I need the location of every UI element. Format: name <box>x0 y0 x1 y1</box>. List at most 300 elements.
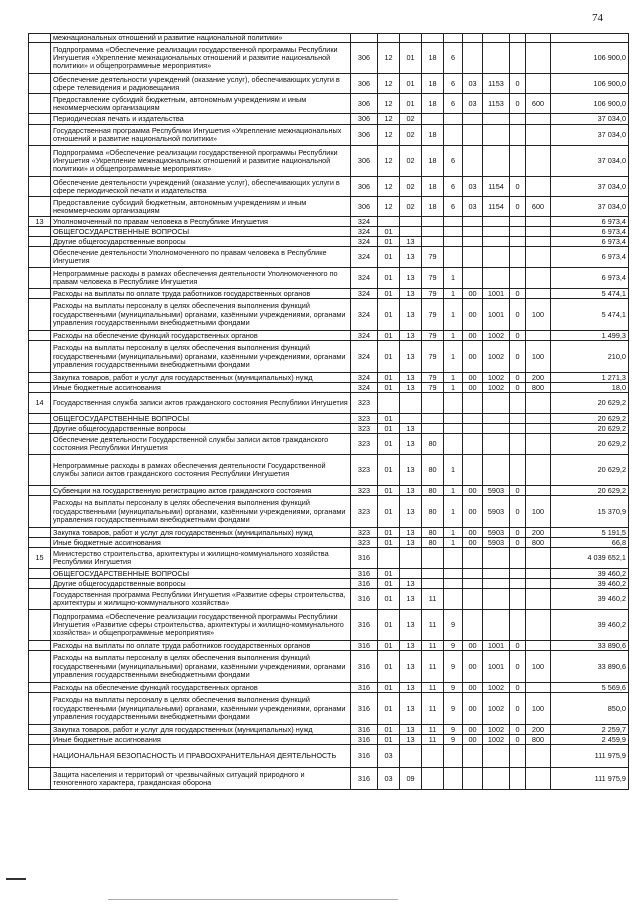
subsection-code-cell: 13 <box>400 455 422 486</box>
item-name-cell: Иные бюджетные ассигнования <box>51 538 351 548</box>
program-code-cell <box>422 227 444 237</box>
direction-code-cell <box>483 34 510 43</box>
item-name-cell: Закупка товаров, работ и услуг для государственных (муниципальных) нужд <box>51 373 351 383</box>
section-code-cell: 01 <box>378 579 400 589</box>
expense-type-code-cell: 100 <box>526 651 551 683</box>
direction-code-cell <box>483 247 510 268</box>
direction-suffix-cell <box>510 610 526 641</box>
direction-code-cell <box>483 114 510 125</box>
row-number-cell <box>29 693 51 725</box>
activity-code-cell <box>463 455 483 486</box>
item-name-cell: Расходы на выплаты персоналу в целях обеспечения выполнения функций государственными (муниципальными) органами, казёнными учреждениями, органами управления государственными внебюджетными фондами <box>51 651 351 683</box>
subsection-code-cell: 13 <box>400 528 422 538</box>
table-row <box>29 383 629 393</box>
amount-cell: 2 459,9 <box>551 735 629 745</box>
direction-code-cell: 1002 <box>483 373 510 383</box>
amount-cell: 106 900,0 <box>551 94 629 114</box>
subsection-code-cell: 13 <box>400 289 422 299</box>
item-name-cell: Закупка товаров, работ и услуг для государственных (муниципальных) нужд <box>51 528 351 538</box>
section-code-cell: 12 <box>378 74 400 94</box>
table-row <box>29 496 629 528</box>
direction-code-cell <box>483 569 510 579</box>
activity-code-cell: 00 <box>463 538 483 548</box>
expense-type-code-cell <box>526 247 551 268</box>
direction-suffix-cell: 0 <box>510 383 526 393</box>
item-name-cell: межнациональных отношений и развитие национальной политики» <box>51 34 351 43</box>
table-row <box>29 237 629 247</box>
expense-type-code-cell: 200 <box>526 725 551 735</box>
direction-suffix-cell <box>510 146 526 177</box>
direction-code-cell <box>483 434 510 455</box>
activity-code-cell: 03 <box>463 197 483 217</box>
program-code-cell: 79 <box>422 373 444 383</box>
program-code-cell: 18 <box>422 146 444 177</box>
grbs-code-cell: 324 <box>351 373 378 383</box>
program-code-cell: 80 <box>422 486 444 496</box>
row-number-cell <box>29 486 51 496</box>
direction-suffix-cell <box>510 247 526 268</box>
expense-type-code-cell <box>526 768 551 790</box>
activity-code-cell <box>463 589 483 610</box>
subsection-code-cell: 13 <box>400 247 422 268</box>
grbs-code-cell: 324 <box>351 268 378 289</box>
direction-code-cell <box>483 393 510 414</box>
amount-cell: 5 191,5 <box>551 528 629 538</box>
row-number-cell <box>29 227 51 237</box>
direction-suffix-cell: 0 <box>510 528 526 538</box>
table-row <box>29 289 629 299</box>
grbs-code-cell: 316 <box>351 735 378 745</box>
subprogram-code-cell: 6 <box>444 94 463 114</box>
direction-suffix-cell: 0 <box>510 177 526 197</box>
grbs-code-cell: 306 <box>351 146 378 177</box>
direction-suffix-cell <box>510 745 526 768</box>
page-number: 74 <box>592 12 603 24</box>
direction-code-cell <box>483 414 510 424</box>
table-row <box>29 414 629 424</box>
subprogram-code-cell <box>444 589 463 610</box>
section-code-cell: 01 <box>378 227 400 237</box>
program-code-cell: 11 <box>422 641 444 651</box>
subprogram-code-cell <box>444 745 463 768</box>
section-code-cell: 01 <box>378 528 400 538</box>
direction-suffix-cell <box>510 393 526 414</box>
direction-suffix-cell: 0 <box>510 651 526 683</box>
grbs-code-cell: 316 <box>351 579 378 589</box>
direction-code-cell <box>483 745 510 768</box>
row-number-cell <box>29 299 51 331</box>
grbs-code-cell: 323 <box>351 393 378 414</box>
direction-code-cell <box>483 268 510 289</box>
activity-code-cell: 00 <box>463 651 483 683</box>
expense-type-code-cell <box>526 34 551 43</box>
amount-cell: 106 900,0 <box>551 43 629 74</box>
activity-code-cell: 00 <box>463 383 483 393</box>
amount-cell: 37 034,0 <box>551 177 629 197</box>
subprogram-code-cell <box>444 237 463 247</box>
grbs-code-cell: 323 <box>351 434 378 455</box>
program-code-cell <box>422 237 444 247</box>
grbs-code-cell: 323 <box>351 538 378 548</box>
grbs-code-cell: 323 <box>351 496 378 528</box>
subprogram-code-cell <box>444 247 463 268</box>
row-number-cell <box>29 538 51 548</box>
expense-type-code-cell <box>526 43 551 74</box>
table-row <box>29 43 629 74</box>
item-name-cell: Государственная программа Республики Ингушетия «Развитие сферы строительства, архитектуры и жилищно-коммунального хозяйства» <box>51 589 351 610</box>
program-code-cell: 18 <box>422 197 444 217</box>
section-code-cell: 03 <box>378 768 400 790</box>
direction-suffix-cell: 0 <box>510 683 526 693</box>
program-code-cell <box>422 569 444 579</box>
direction-suffix-cell <box>510 589 526 610</box>
subsection-code-cell: 09 <box>400 768 422 790</box>
subsection-code-cell: 01 <box>400 43 422 74</box>
subsection-code-cell <box>400 34 422 43</box>
direction-suffix-cell <box>510 217 526 227</box>
section-code-cell: 12 <box>378 197 400 217</box>
direction-suffix-cell <box>510 125 526 146</box>
direction-suffix-cell: 0 <box>510 693 526 725</box>
section-code-cell: 12 <box>378 114 400 125</box>
activity-code-cell <box>463 610 483 641</box>
expense-type-code-cell <box>526 414 551 424</box>
subsection-code-cell: 02 <box>400 114 422 125</box>
grbs-code-cell: 323 <box>351 424 378 434</box>
subsection-code-cell: 01 <box>400 74 422 94</box>
program-code-cell: 11 <box>422 683 444 693</box>
amount-cell: 1 271,3 <box>551 373 629 383</box>
row-number-cell <box>29 43 51 74</box>
direction-suffix-cell <box>510 268 526 289</box>
item-name-cell: Периодическая печать и издательства <box>51 114 351 125</box>
direction-code-cell <box>483 146 510 177</box>
direction-suffix-cell <box>510 579 526 589</box>
item-name-cell: НАЦИОНАЛЬНАЯ БЕЗОПАСНОСТЬ И ПРАВООХРАНИТЕЛЬНАЯ ДЕЯТЕЛЬНОСТЬ <box>51 745 351 768</box>
subsection-code-cell: 13 <box>400 373 422 383</box>
subprogram-code-cell: 6 <box>444 74 463 94</box>
row-number-cell <box>29 289 51 299</box>
direction-code-cell: 1002 <box>483 331 510 341</box>
program-code-cell <box>422 745 444 768</box>
table-row <box>29 548 629 569</box>
expense-type-code-cell <box>526 548 551 569</box>
subprogram-code-cell <box>444 414 463 424</box>
subprogram-code-cell: 9 <box>444 693 463 725</box>
row-number-cell <box>29 589 51 610</box>
section-code-cell: 01 <box>378 237 400 247</box>
row-number-cell <box>29 641 51 651</box>
expense-type-code-cell <box>526 268 551 289</box>
grbs-code-cell: 316 <box>351 693 378 725</box>
activity-code-cell <box>463 424 483 434</box>
expense-type-code-cell <box>526 125 551 146</box>
table-row <box>29 373 629 383</box>
section-code-cell: 01 <box>378 373 400 383</box>
section-code-cell: 01 <box>378 341 400 373</box>
item-name-cell: Расходы на выплаты персоналу в целях обеспечения выполнения функций государственными (муниципальными) органами, казёнными учреждениями, органами управления государственными внебюджетными фондами <box>51 299 351 331</box>
amount-cell: 33 890,6 <box>551 651 629 683</box>
expense-type-code-cell <box>526 589 551 610</box>
table-row <box>29 434 629 455</box>
activity-code-cell <box>463 569 483 579</box>
subsection-code-cell <box>400 217 422 227</box>
subsection-code-cell: 13 <box>400 434 422 455</box>
item-name-cell: Обеспечение деятельности учреждений (оказание услуг), обеспечивающих услуги в сфере телевидения и радиовещания <box>51 74 351 94</box>
grbs-code-cell: 316 <box>351 548 378 569</box>
subsection-code-cell: 13 <box>400 693 422 725</box>
subsection-code-cell: 13 <box>400 579 422 589</box>
activity-code-cell <box>463 237 483 247</box>
activity-code-cell <box>463 34 483 43</box>
subprogram-code-cell: 1 <box>444 299 463 331</box>
subsection-code-cell: 13 <box>400 486 422 496</box>
subprogram-code-cell: 1 <box>444 341 463 373</box>
section-code-cell: 12 <box>378 146 400 177</box>
direction-suffix-cell: 0 <box>510 331 526 341</box>
expense-type-code-cell: 100 <box>526 496 551 528</box>
subsection-code-cell: 13 <box>400 341 422 373</box>
activity-code-cell: 03 <box>463 94 483 114</box>
row-number-cell <box>29 74 51 94</box>
section-code-cell: 01 <box>378 693 400 725</box>
item-name-cell: Предоставление субсидий бюджетным, автономным учреждениям и иным некоммерческим организациям <box>51 94 351 114</box>
program-code-cell: 80 <box>422 496 444 528</box>
section-code-cell: 01 <box>378 569 400 579</box>
table-row <box>29 569 629 579</box>
program-code-cell <box>422 393 444 414</box>
row-number-cell: 13 <box>29 217 51 227</box>
direction-suffix-cell: 0 <box>510 341 526 373</box>
amount-cell: 15 370,9 <box>551 496 629 528</box>
amount-cell: 6 973,4 <box>551 237 629 247</box>
activity-code-cell <box>463 146 483 177</box>
grbs-code-cell <box>351 34 378 43</box>
table-row <box>29 725 629 735</box>
grbs-code-cell: 324 <box>351 217 378 227</box>
program-code-cell: 11 <box>422 651 444 683</box>
section-code-cell: 01 <box>378 735 400 745</box>
expense-type-code-cell <box>526 331 551 341</box>
row-number-cell <box>29 373 51 383</box>
subprogram-code-cell: 9 <box>444 735 463 745</box>
expense-type-code-cell <box>526 569 551 579</box>
amount-cell: 850,0 <box>551 693 629 725</box>
program-code-cell: 18 <box>422 43 444 74</box>
subprogram-code-cell: 9 <box>444 725 463 735</box>
item-name-cell: Закупка товаров, работ и услуг для государственных (муниципальных) нужд <box>51 725 351 735</box>
row-number-cell <box>29 735 51 745</box>
table-row <box>29 227 629 237</box>
direction-code-cell <box>483 125 510 146</box>
program-code-cell: 80 <box>422 528 444 538</box>
direction-code-cell <box>483 455 510 486</box>
table-row <box>29 610 629 641</box>
grbs-code-cell: 316 <box>351 610 378 641</box>
expense-type-code-cell <box>526 289 551 299</box>
section-code-cell: 01 <box>378 610 400 641</box>
activity-code-cell: 00 <box>463 486 483 496</box>
row-number-cell <box>29 455 51 486</box>
subsection-code-cell: 13 <box>400 299 422 331</box>
subprogram-code-cell <box>444 579 463 589</box>
direction-code-cell: 1154 <box>483 197 510 217</box>
section-code-cell: 03 <box>378 745 400 768</box>
direction-suffix-cell: 0 <box>510 94 526 114</box>
subprogram-code-cell <box>444 393 463 414</box>
grbs-code-cell: 306 <box>351 125 378 146</box>
program-code-cell <box>422 414 444 424</box>
section-code-cell <box>378 217 400 227</box>
expense-type-code-cell <box>526 610 551 641</box>
direction-code-cell <box>483 424 510 434</box>
table-row <box>29 34 629 43</box>
table-row <box>29 424 629 434</box>
direction-suffix-cell <box>510 455 526 486</box>
subsection-code-cell: 13 <box>400 735 422 745</box>
amount-cell: 20 629,2 <box>551 434 629 455</box>
direction-code-cell <box>483 217 510 227</box>
amount-cell: 5 569,6 <box>551 683 629 693</box>
grbs-code-cell: 323 <box>351 486 378 496</box>
item-name-cell: Другие общегосударственные вопросы <box>51 579 351 589</box>
amount-cell: 106 900,0 <box>551 74 629 94</box>
row-number-cell <box>29 496 51 528</box>
direction-suffix-cell: 0 <box>510 299 526 331</box>
grbs-code-cell: 316 <box>351 683 378 693</box>
activity-code-cell <box>463 114 483 125</box>
section-code-cell: 01 <box>378 641 400 651</box>
direction-suffix-cell <box>510 768 526 790</box>
amount-cell: 5 474,1 <box>551 289 629 299</box>
table-row <box>29 693 629 725</box>
row-number-cell <box>29 610 51 641</box>
section-code-cell: 01 <box>378 268 400 289</box>
grbs-code-cell: 306 <box>351 177 378 197</box>
amount-cell: 20 629,2 <box>551 393 629 414</box>
program-code-cell: 79 <box>422 299 444 331</box>
direction-suffix-cell <box>510 237 526 247</box>
section-code-cell: 12 <box>378 125 400 146</box>
item-name-cell: Уполномоченный по правам человека в Республике Ингушетия <box>51 217 351 227</box>
grbs-code-cell: 316 <box>351 641 378 651</box>
row-number-cell <box>29 383 51 393</box>
subsection-code-cell <box>400 548 422 569</box>
section-code-cell: 12 <box>378 177 400 197</box>
expense-type-code-cell <box>526 579 551 589</box>
table-row <box>29 538 629 548</box>
grbs-code-cell: 316 <box>351 725 378 735</box>
section-code-cell <box>378 393 400 414</box>
subprogram-code-cell: 9 <box>444 641 463 651</box>
item-name-cell: ОБЩЕГОСУДАРСТВЕННЫЕ ВОПРОСЫ <box>51 227 351 237</box>
direction-suffix-cell: 0 <box>510 725 526 735</box>
item-name-cell: Иные бюджетные ассигнования <box>51 735 351 745</box>
subprogram-code-cell: 1 <box>444 383 463 393</box>
subsection-code-cell: 02 <box>400 197 422 217</box>
activity-code-cell: 03 <box>463 74 483 94</box>
grbs-code-cell: 316 <box>351 768 378 790</box>
subsection-code-cell: 13 <box>400 589 422 610</box>
direction-suffix-cell: 0 <box>510 289 526 299</box>
direction-suffix-cell: 0 <box>510 486 526 496</box>
row-number-cell: 14 <box>29 393 51 414</box>
grbs-code-cell: 306 <box>351 43 378 74</box>
activity-code-cell <box>463 125 483 146</box>
direction-code-cell <box>483 227 510 237</box>
item-name-cell: Непрограммные расходы в рамках обеспечения деятельности Государственной службы записи актов гражданского состояния Республики Ингушетия <box>51 455 351 486</box>
subsection-code-cell: 13 <box>400 383 422 393</box>
section-code-cell: 01 <box>378 589 400 610</box>
row-number-cell <box>29 197 51 217</box>
section-code-cell: 01 <box>378 455 400 486</box>
direction-code-cell: 1154 <box>483 177 510 197</box>
direction-code-cell <box>483 548 510 569</box>
table-row <box>29 299 629 331</box>
section-code-cell: 01 <box>378 247 400 268</box>
row-number-cell <box>29 146 51 177</box>
activity-code-cell: 00 <box>463 683 483 693</box>
row-number-cell <box>29 768 51 790</box>
subprogram-code-cell: 1 <box>444 268 463 289</box>
table-body <box>29 34 629 790</box>
section-code-cell: 01 <box>378 683 400 693</box>
subsection-code-cell: 02 <box>400 177 422 197</box>
activity-code-cell: 00 <box>463 735 483 745</box>
direction-code-cell: 1153 <box>483 74 510 94</box>
subprogram-code-cell: 1 <box>444 373 463 383</box>
subprogram-code-cell: 9 <box>444 683 463 693</box>
table-row <box>29 589 629 610</box>
section-code-cell <box>378 548 400 569</box>
section-code-cell: 12 <box>378 94 400 114</box>
table-row <box>29 114 629 125</box>
subsection-code-cell: 13 <box>400 237 422 247</box>
activity-code-cell <box>463 217 483 227</box>
item-name-cell: ОБЩЕГОСУДАРСТВЕННЫЕ ВОПРОСЫ <box>51 569 351 579</box>
table-row <box>29 197 629 217</box>
activity-code-cell: 00 <box>463 641 483 651</box>
section-code-cell: 01 <box>378 383 400 393</box>
activity-code-cell <box>463 43 483 74</box>
program-code-cell: 79 <box>422 341 444 373</box>
activity-code-cell: 00 <box>463 373 483 383</box>
table-row <box>29 177 629 197</box>
subprogram-code-cell: 6 <box>444 197 463 217</box>
subsection-code-cell: 02 <box>400 125 422 146</box>
direction-code-cell: 5903 <box>483 496 510 528</box>
section-code-cell: 01 <box>378 289 400 299</box>
table-row <box>29 125 629 146</box>
item-name-cell: Подпрограмма «Обеспечение реализации государственной программы Республики Ингушетия «Укрепление межнациональных отношений и развитие национальной политики» и общепрограммные мероприятия» <box>51 146 351 177</box>
section-code-cell: 01 <box>378 538 400 548</box>
grbs-code-cell: 324 <box>351 341 378 373</box>
row-number-cell <box>29 268 51 289</box>
activity-code-cell <box>463 579 483 589</box>
direction-code-cell <box>483 610 510 641</box>
row-number-cell <box>29 414 51 424</box>
amount-cell: 6 973,4 <box>551 268 629 289</box>
activity-code-cell <box>463 434 483 455</box>
table-row <box>29 247 629 268</box>
activity-code-cell <box>463 393 483 414</box>
item-name-cell: Субвенции на государственную регистрацию актов гражданского состояния <box>51 486 351 496</box>
subsection-code-cell <box>400 393 422 414</box>
subprogram-code-cell <box>444 424 463 434</box>
grbs-code-cell: 306 <box>351 197 378 217</box>
activity-code-cell <box>463 745 483 768</box>
item-name-cell: Расходы на выплаты по оплате труда работников государственных органов <box>51 289 351 299</box>
